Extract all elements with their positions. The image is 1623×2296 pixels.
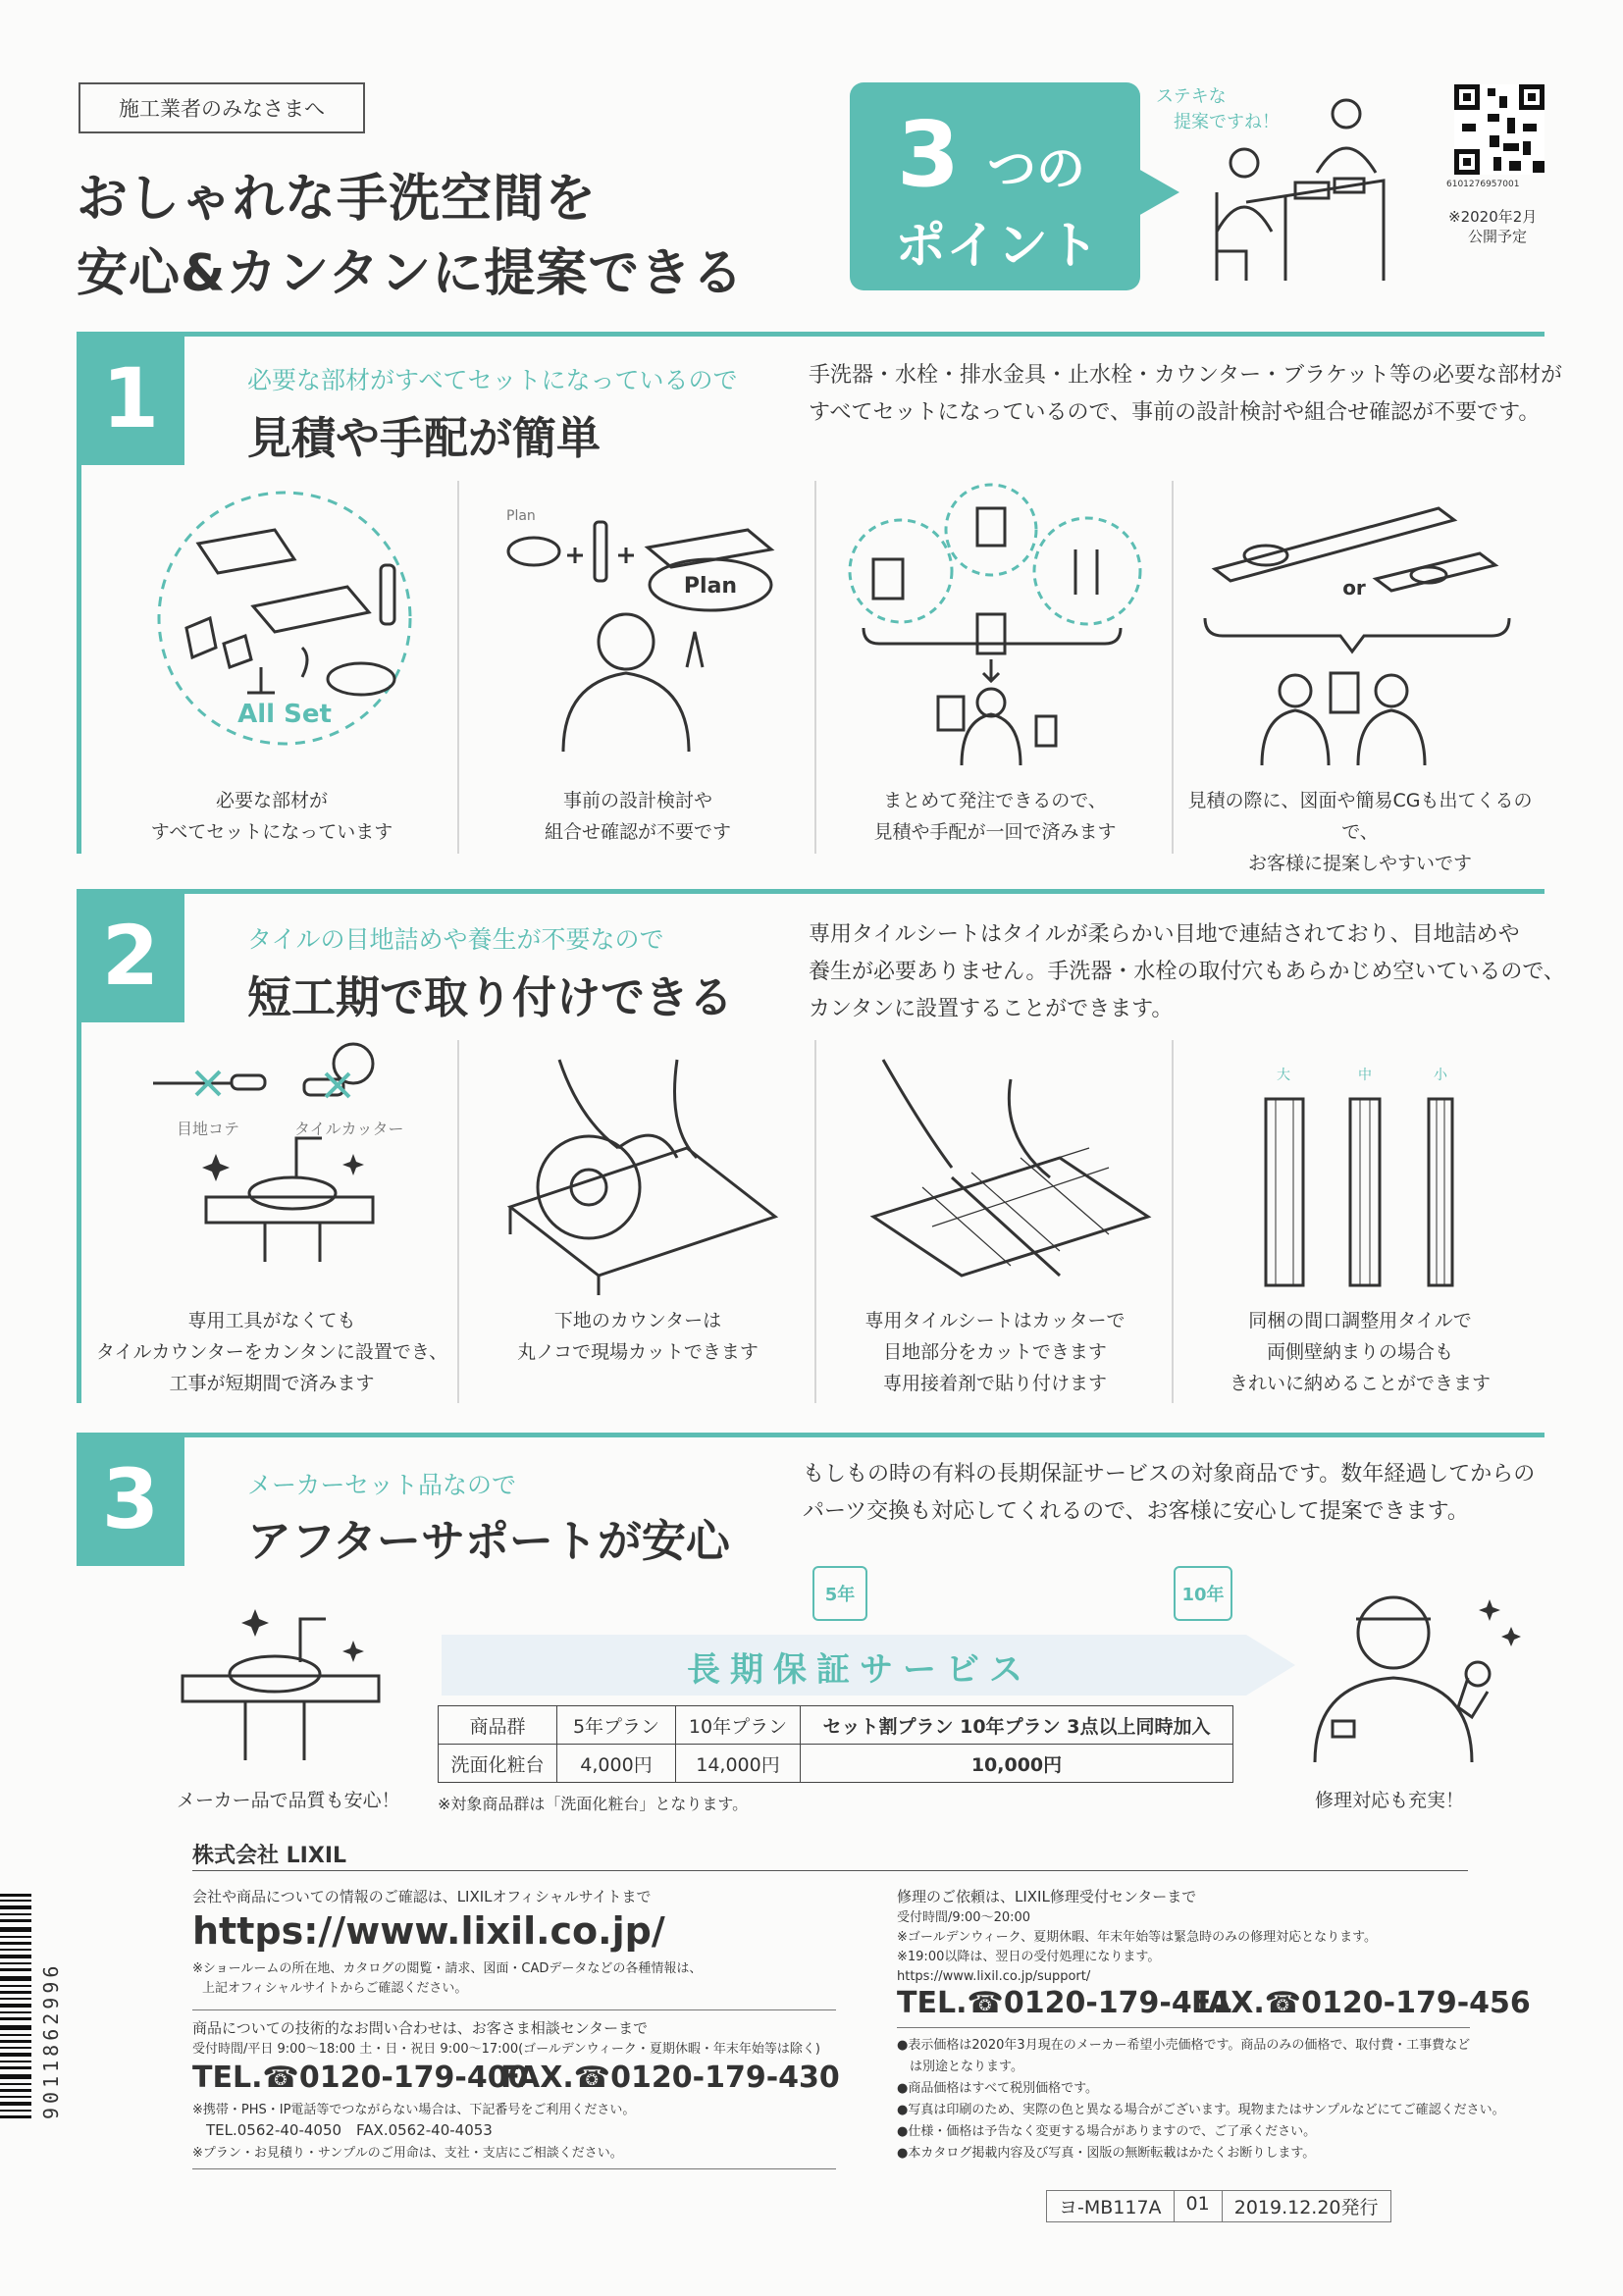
all-set-illustration xyxy=(137,491,432,746)
section1-title: 見積や手配が簡単 xyxy=(247,412,602,464)
table-header: セット割プラン 10年プラン 3点以上同時加入 xyxy=(801,1706,1233,1745)
repair-note-1: ※ゴールデンウィーク、夏期休暇、年末年始等は緊急時のみの修理対応となります。 xyxy=(897,1930,1378,1945)
table-header: 5年プラン xyxy=(557,1706,676,1745)
table-cell: 4,000円 xyxy=(557,1745,676,1783)
section3-number: 3 xyxy=(77,1433,184,1566)
footer-rule xyxy=(192,1870,1468,1871)
consult-hours: 受付時間/平日 9:00～18:00 土・日・祝日 9:00～17:00(ゴールデンウィーク・夏期休暇・年末年始等は除く) xyxy=(192,2042,820,2057)
repair-lead: 修理のご依頼は、LIXIL修理受付センターまで xyxy=(897,1888,1197,1905)
consult-alt-numbers: TEL.0562-40-4050 FAX.0562-40-4053 xyxy=(206,2121,493,2139)
footer-note: ●写真は印刷のため、実際の色と異なる場合がございます。現物またはサンプルなどにてご確認ください。 xyxy=(897,2103,1505,2117)
section2-side xyxy=(77,1022,81,1403)
page-title-line2: 安心&カンタンに提案できる xyxy=(77,244,745,303)
catalog-edition: 01 xyxy=(1175,2190,1223,2222)
section2-title: 短工期で取り付けできる xyxy=(247,971,734,1023)
repair-caption: 修理対応も充実！ xyxy=(1315,1790,1465,1811)
site-lead: 会社や商品についての情報のご確認は、LIXILオフィシャルサイトまで xyxy=(192,1888,652,1905)
section1-side xyxy=(77,465,81,854)
price-table xyxy=(438,1705,1233,1783)
footer-note: ●商品価格はすべて税別価格です。 xyxy=(897,2081,1099,2096)
svg-text:Plan: Plan xyxy=(506,508,536,524)
catalog-code: ヨ-MB117A xyxy=(1046,2190,1175,2222)
repair-url[interactable]: https://www.lixil.co.jp/support/ xyxy=(897,1969,1091,1984)
section3-title: アフターサポートが安心 xyxy=(247,1515,730,1567)
footer-note: ●仕様・価格は予告なく変更する場合がありますので、ご了承ください。 xyxy=(897,2124,1317,2139)
size-medium: 中 xyxy=(1358,1068,1372,1083)
speech-text-2: 提案ですね！ xyxy=(1174,112,1280,132)
qr-code-number: 6101276957001 xyxy=(1446,180,1520,189)
badge-10-years: 10年 xyxy=(1174,1566,1232,1621)
cutter-illustration xyxy=(864,1060,1158,1295)
section2-caption-4: 同梱の間口調整用タイルで 両側壁納まりの場合も きれいに納めることができます xyxy=(1229,1310,1491,1394)
divider xyxy=(814,481,816,854)
adjust-tiles-illustration xyxy=(1217,1060,1511,1295)
points-label: ポイント xyxy=(895,217,1100,276)
footer-rule xyxy=(897,2027,1470,2028)
table-cell: 14,000円 xyxy=(676,1745,801,1783)
table-note: ※対象商品群は「洗面化粧台」となります。 xyxy=(438,1795,749,1813)
saw-cut-illustration xyxy=(491,1060,785,1295)
section1-desc-1: 手洗器・水栓・排水金具・止水栓・カウンター・ブラケット等の必要な部材が xyxy=(809,363,1563,388)
table-cell: 洗面化粧台 xyxy=(439,1745,557,1783)
repair-fax: FAX.☎0120-179-456 xyxy=(1191,1986,1531,2020)
tool-label-1: 目地コテ xyxy=(177,1120,240,1138)
consult-note-2: ※プラン・お見積り・サンプルのご用命は、支社・支店にご相談ください。 xyxy=(192,2146,623,2161)
three-points-badge xyxy=(850,82,1140,290)
section2-desc-1: 専用タイルシートはタイルが柔らかい目地で連結されており、目地詰めや xyxy=(809,922,1520,947)
section3-subtitle: メーカーセット品なので xyxy=(247,1471,517,1499)
cg-illustration xyxy=(1193,481,1527,765)
tool-label-2: タイルカッター xyxy=(294,1120,404,1138)
catalog-code-box xyxy=(1046,2190,1391,2222)
company-name: 株式会社 LIXIL xyxy=(192,1844,347,1868)
divider xyxy=(1172,481,1174,854)
site-note-2: 上記オフィシャルサイトからご確認ください。 xyxy=(202,1981,468,1996)
barcode xyxy=(0,1894,39,2119)
all-set-label: All Set xyxy=(237,700,332,729)
service-title: 長期保証サービス xyxy=(687,1650,1032,1690)
qr-code xyxy=(1454,84,1544,175)
section2-desc-2: 養生が必要ありません。手洗器・水栓の取付穴もあらかじめ空いているので、 xyxy=(809,960,1565,984)
qr-note-2: 公開予定 xyxy=(1468,228,1528,245)
section2-desc-3: カンタンに設置することができます。 xyxy=(809,997,1174,1021)
audience-tag: 施工業者のみなさまへ xyxy=(79,82,365,133)
size-small: 小 xyxy=(1434,1068,1447,1083)
repair-tel: TEL.☎0120-179-411 xyxy=(897,1986,1233,2020)
plan-illustration xyxy=(500,500,795,756)
divider xyxy=(457,481,459,854)
badge-tail xyxy=(1138,169,1179,216)
footer-note: ●表示価格は2020年3月現在のメーカー希望小売価格です。商品のみの価格で、取付費・工事費など xyxy=(897,2038,1471,2053)
speech-text: ステキな xyxy=(1156,86,1227,107)
or-label: or xyxy=(1342,576,1366,600)
table-cell: 10,000円 xyxy=(801,1745,1233,1783)
page-title-line1: おしゃれな手洗空間を xyxy=(77,170,598,229)
footer-note: は別途となります。 xyxy=(897,2060,1023,2074)
official-url[interactable]: https://www.lixil.co.jp/ xyxy=(192,1909,665,1953)
site-note-1: ※ショールームの所在地、カタログの閲覧・請求、図面・CADデータなどの各種情報は、 xyxy=(192,1961,703,1976)
section1-number: 1 xyxy=(77,332,184,465)
section3-desc-1: もしもの時の有料の長期保証サービスの対象商品です。数年経過してからの xyxy=(803,1462,1536,1487)
meeting-illustration xyxy=(1207,94,1403,290)
consult-fax: FAX.☎0120-179-430 xyxy=(500,2061,840,2095)
catalog-date: 2019.12.20発行 xyxy=(1223,2190,1391,2222)
barcode-number: 9011862996 xyxy=(39,1961,63,2119)
table-header-row xyxy=(439,1706,1233,1745)
quality-illustration xyxy=(177,1590,412,1766)
points-number: 3 xyxy=(897,102,961,207)
section2-caption-2: 下地のカウンターは 丸ノコで現場カットできます xyxy=(517,1310,759,1363)
consult-note: ※携帯・PHS・IP電話等でつながらない場合は、下記番号をご利用ください。 xyxy=(192,2103,636,2117)
section1-subtitle: 必要な部材がすべてセットになっているので xyxy=(247,366,738,394)
table-header: 商品群 xyxy=(439,1706,557,1745)
section2-subtitle: タイルの目地詰めや養生が不要なので xyxy=(247,925,664,954)
quality-caption: メーカー品で品質も安心！ xyxy=(177,1790,400,1811)
footer-rule xyxy=(192,2009,836,2010)
section3-desc-2: パーツ交換も対応してくれるので、お客様に安心して提案できます。 xyxy=(803,1499,1469,1524)
section1-caption-2: 事前の設計検討や 組合せ確認が不要です xyxy=(544,790,731,843)
section1-rule xyxy=(184,332,1544,337)
repair-note-2: ※19:00以降は、翌日の受付処理になります。 xyxy=(897,1950,1161,1964)
plan-bubble-label: Plan xyxy=(683,574,738,599)
section1-caption-4: 見積の際に、図面や簡易CGも出てくるので、 お客様に提案しやすいです xyxy=(1187,790,1533,874)
section3-rule xyxy=(184,1433,1544,1437)
section2-rule xyxy=(184,889,1544,894)
divider xyxy=(1172,1040,1174,1403)
qr-note: ※2020年2月 xyxy=(1448,208,1538,226)
section2-caption-1: 専用工具がなくても タイルカウンターをカンタンに設置でき、 工事が短期間で済みます xyxy=(95,1310,448,1394)
size-large: 大 xyxy=(1277,1068,1290,1083)
divider xyxy=(814,1040,816,1403)
repair-hours: 受付時間/9:00～20:00 xyxy=(897,1910,1031,1925)
section1-desc-2: すべてセットになっているので、事前の設計検討や組合せ確認が不要です。 xyxy=(809,400,1541,425)
no-tools-illustration xyxy=(147,1040,442,1276)
table-row xyxy=(439,1745,1233,1783)
points-suffix: つの xyxy=(987,140,1085,197)
section1-caption-1: 必要な部材が すべてセットになっています xyxy=(150,790,393,843)
divider xyxy=(457,1040,459,1403)
section1-caption-3: まとめて発注できるので、 見積や手配が一回で済みます xyxy=(873,790,1117,843)
section2-caption-3: 専用タイルシートはカッターで 目地部分をカットできます 専用接着剤で貼り付けます xyxy=(864,1310,1126,1394)
footer-rule xyxy=(192,2168,836,2169)
footer-note: ●本カタログ掲載内容及び写真・図版の無断転載はかたくお断りします。 xyxy=(897,2146,1316,2161)
consult-lead: 商品についての技術的なお問い合わせは、お客さま相談センターまで xyxy=(192,2019,649,2037)
repair-staff-illustration xyxy=(1305,1580,1521,1766)
consult-tel: TEL.☎0120-179-400 xyxy=(192,2061,529,2095)
order-illustration xyxy=(844,481,1148,765)
section2-number: 2 xyxy=(77,889,184,1022)
badge-5-years: 5年 xyxy=(812,1566,867,1621)
footer-notes xyxy=(897,2035,1505,2165)
table-header: 10年プラン xyxy=(676,1706,801,1745)
